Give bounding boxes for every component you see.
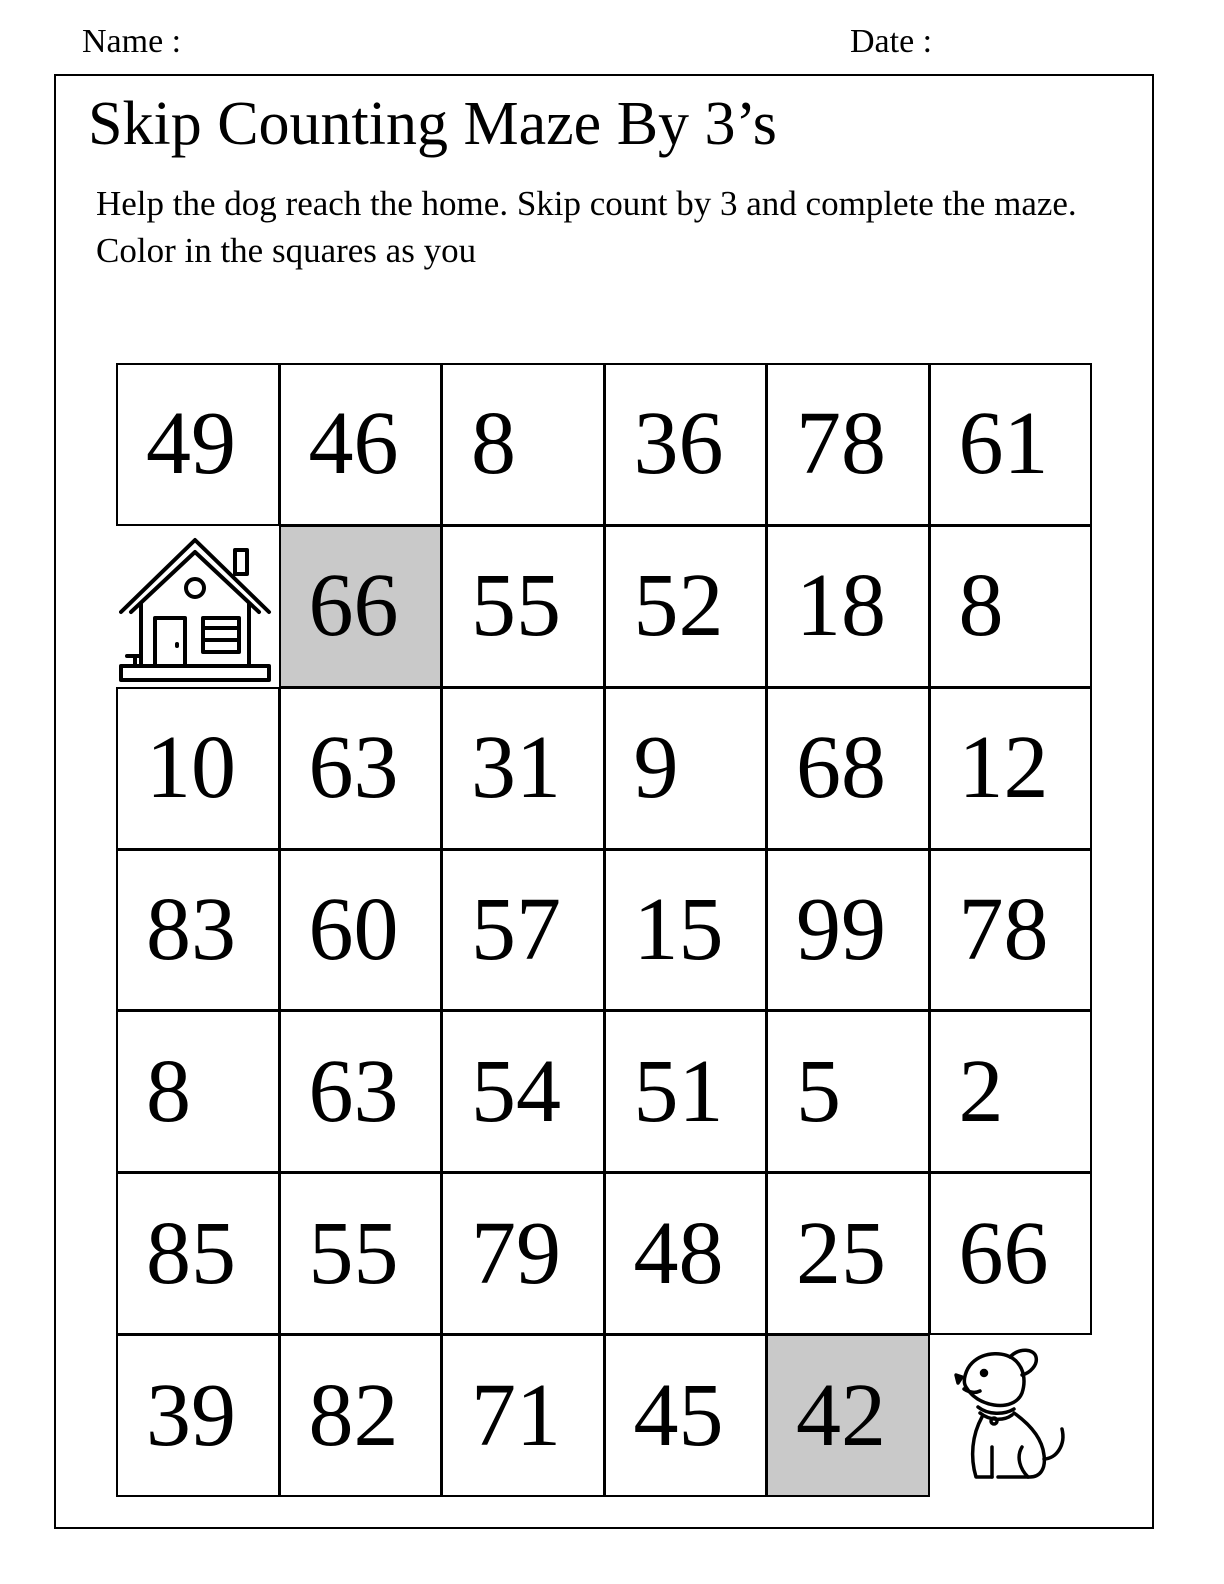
maze-cell[interactable]	[604, 1172, 768, 1335]
maze-cell-number: 46	[308, 394, 399, 494]
maze-cell-number: 9	[633, 718, 679, 818]
maze-cell-number: 99	[796, 879, 886, 979]
maze-cell[interactable]	[604, 849, 768, 1012]
maze-cell-number: 45	[633, 1365, 724, 1465]
maze-cell-number: 63	[308, 718, 399, 818]
maze-cell-number: 55	[471, 556, 561, 656]
maze-cell[interactable]	[441, 363, 605, 526]
maze-cell-number: 79	[471, 1203, 561, 1303]
maze-cell[interactable]	[441, 525, 605, 688]
maze-cell[interactable]	[929, 1172, 1093, 1335]
maze-cell-number: 8	[146, 1041, 191, 1141]
maze-cell-number: 8	[958, 556, 1004, 656]
maze-cell[interactable]	[441, 849, 605, 1012]
maze-cell-number: 42	[796, 1365, 886, 1465]
maze-cell[interactable]	[279, 1172, 443, 1335]
maze-cell[interactable]	[279, 363, 443, 526]
maze-cell-number: 78	[958, 879, 1049, 979]
maze-cell-number: 18	[796, 556, 886, 656]
name-label: Name :	[82, 23, 182, 60]
maze-cell[interactable]	[116, 1010, 280, 1173]
maze-cell-number: 63	[308, 1041, 399, 1141]
maze-cell-number: 83	[146, 879, 236, 979]
maze-cell[interactable]	[766, 687, 930, 850]
maze-cell[interactable]	[279, 687, 443, 850]
date-label: Date :	[850, 23, 933, 60]
maze-cell[interactable]	[116, 1334, 280, 1497]
maze-cell[interactable]	[604, 525, 768, 688]
maze-cell-number: 61	[958, 394, 1049, 494]
maze-cell-number: 39	[146, 1365, 236, 1465]
maze-cell[interactable]	[766, 1010, 930, 1173]
maze-cell[interactable]	[441, 687, 605, 850]
maze-cell-shaded[interactable]	[766, 1334, 930, 1497]
maze-cell-number: 5	[796, 1041, 841, 1141]
maze-cell-house	[116, 525, 280, 688]
maze-cell-number: 48	[633, 1203, 724, 1303]
maze-cell-number: 31	[471, 718, 561, 818]
house-icon	[119, 528, 275, 684]
maze-cell[interactable]	[766, 849, 930, 1012]
maze-cell[interactable]	[929, 687, 1093, 850]
maze-cell-number: 52	[633, 556, 724, 656]
maze-cell-shaded[interactable]	[279, 525, 443, 688]
maze-cell-number: 15	[633, 879, 724, 979]
maze-cell-number: 36	[633, 394, 724, 494]
maze-cell-number: 85	[146, 1203, 236, 1303]
maze-cell-number: 49	[146, 394, 236, 494]
maze-cell-number: 82	[308, 1365, 399, 1465]
maze-cell[interactable]	[279, 1010, 443, 1173]
maze-cell-number: 51	[633, 1041, 724, 1141]
maze-cell-number: 71	[471, 1365, 561, 1465]
worksheet-title: Skip Counting Maze By 3’s	[88, 90, 777, 158]
maze-grid	[116, 363, 1091, 1496]
instructions-text: Help the dog reach the home. Skip count by 3 and complete the maze. Color in the squares as you	[96, 184, 1077, 270]
maze-cell[interactable]	[766, 363, 930, 526]
maze-cell[interactable]	[116, 849, 280, 1012]
maze-cell-number: 12	[958, 718, 1049, 818]
maze-cell[interactable]	[279, 1334, 443, 1497]
maze-cell-number: 57	[471, 879, 561, 979]
maze-cell[interactable]	[604, 1334, 768, 1497]
maze-cell-number: 78	[796, 394, 886, 494]
maze-cell[interactable]	[929, 525, 1093, 688]
maze-cell[interactable]	[279, 849, 443, 1012]
maze-cell-number: 2	[958, 1041, 1004, 1141]
maze-cell-number: 66	[958, 1203, 1049, 1303]
maze-cell-number: 10	[146, 718, 236, 818]
maze-cell[interactable]	[441, 1334, 605, 1497]
maze-cell[interactable]	[441, 1010, 605, 1173]
maze-cell[interactable]	[929, 849, 1093, 1012]
maze-cell[interactable]	[766, 1172, 930, 1335]
maze-cell-number: 54	[471, 1041, 561, 1141]
maze-cell[interactable]	[604, 1010, 768, 1173]
maze-cell[interactable]	[441, 1172, 605, 1335]
maze-cell-number: 68	[796, 718, 886, 818]
maze-cell[interactable]	[116, 363, 280, 526]
dog-icon	[932, 1337, 1092, 1493]
maze-cell[interactable]	[604, 363, 768, 526]
maze-cell[interactable]	[116, 1172, 280, 1335]
maze-cell-number: 8	[471, 394, 516, 494]
maze-cell-dog	[929, 1334, 1093, 1497]
maze-cell[interactable]	[604, 687, 768, 850]
maze-cell-number: 25	[796, 1203, 886, 1303]
maze-cell[interactable]	[766, 525, 930, 688]
maze-cell-number: 66	[308, 556, 399, 656]
maze-cell-number: 60	[308, 879, 399, 979]
maze-cell[interactable]	[929, 363, 1093, 526]
maze-cell[interactable]	[116, 687, 280, 850]
maze-cell-number: 55	[308, 1203, 399, 1303]
maze-cell[interactable]	[929, 1010, 1093, 1173]
